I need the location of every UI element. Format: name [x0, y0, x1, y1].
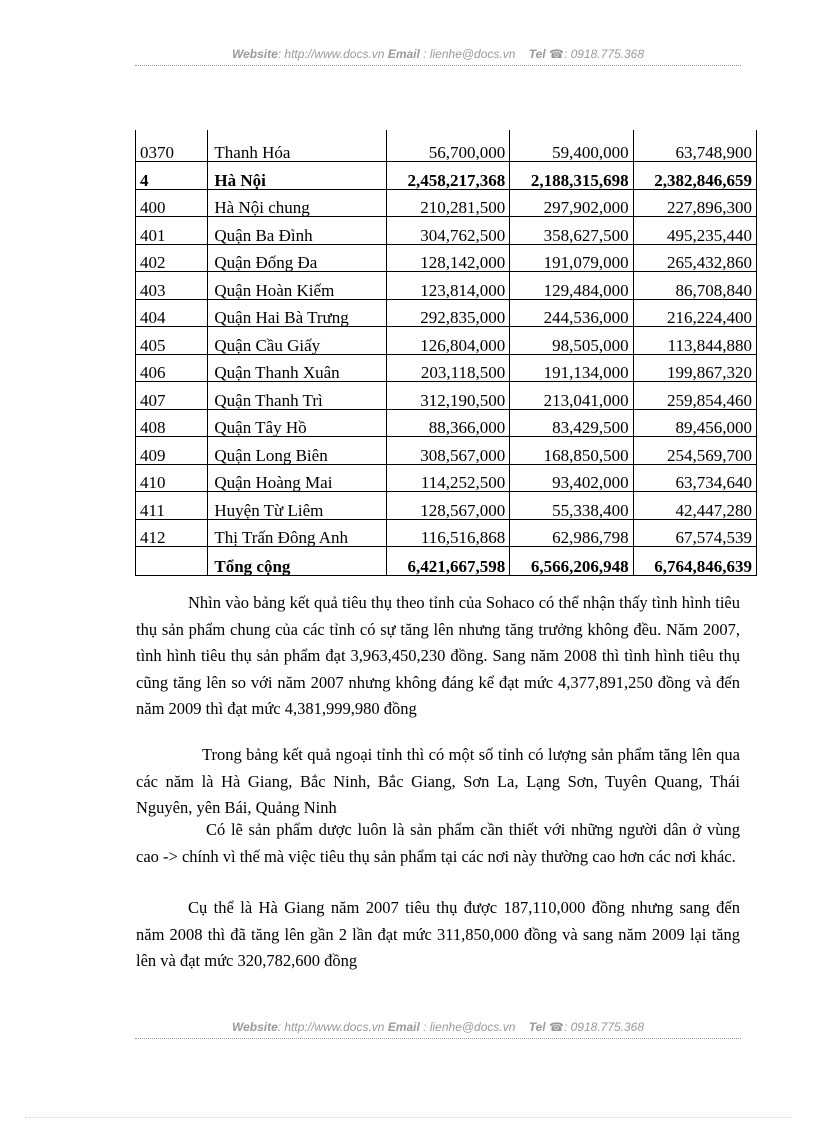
code-cell: 401: [136, 217, 208, 245]
table-row: [136, 492, 757, 520]
name-cell: Quận Tây Hồ: [208, 409, 386, 437]
page-end-divider: [25, 1117, 791, 1118]
value-2008-cell: 244,536,000: [510, 299, 633, 327]
name-cell: Quận Hoàng Mai: [208, 464, 386, 492]
value-2008-cell: 59,400,000: [510, 130, 633, 162]
table-row: [136, 354, 757, 382]
value-2009-cell: 42,447,280: [633, 492, 756, 520]
value-2009-cell: 259,854,460: [633, 382, 756, 410]
value-2008-cell: 83,429,500: [510, 409, 633, 437]
name-cell: Quận Long Biên: [208, 437, 386, 465]
code-cell: 407: [136, 382, 208, 410]
phone-icon: ☎: [549, 1020, 564, 1034]
name-cell: Quận Hoàn Kiếm: [208, 272, 386, 300]
value-2009-cell: 2,382,846,659: [633, 162, 756, 190]
value-2008-cell: 191,134,000: [510, 354, 633, 382]
value-2009-cell: 199,867,320: [633, 354, 756, 382]
paragraph-4: Cụ thể là Hà Giang năm 2007 tiêu thụ được 187,110,000 đồng nhưng sang đến năm 2008 thì đã tăng lên gần 2 lần đạt mức 311,850,000 đồng và sang năm 2009 lại tăng lên và đạt mức 320,782,600 đồng: [136, 898, 740, 970]
name-cell: Hà Nội: [208, 162, 386, 190]
value-2008-cell: 191,079,000: [510, 244, 633, 272]
value-2007-cell: 88,366,000: [386, 409, 509, 437]
value-2007-cell: 292,835,000: [386, 299, 509, 327]
value-2007-cell: 123,814,000: [386, 272, 509, 300]
value-2007-cell: 56,700,000: [386, 130, 509, 162]
value-2008-cell: 168,850,500: [510, 437, 633, 465]
table-row: [136, 299, 757, 327]
footer-website-label: Website: [231, 1020, 278, 1034]
name-cell: Hà Nội chung: [208, 189, 386, 217]
header-website-url[interactable]: : http://www.docs.vn: [277, 47, 385, 61]
footer-email-label: Email: [387, 1020, 420, 1034]
value-2008-cell: 358,627,500: [510, 217, 633, 245]
value-2007-cell: 308,567,000: [386, 437, 509, 465]
value-2009-cell: 216,224,400: [633, 299, 756, 327]
value-2009-cell: 113,844,880: [633, 327, 756, 355]
name-cell: Quận Ba Đình: [208, 217, 386, 245]
value-2008-cell: 129,484,000: [510, 272, 633, 300]
value-2008-cell: 213,041,000: [510, 382, 633, 410]
table-row: [136, 409, 757, 437]
footer-tel-value: : 0918.775.368: [563, 1020, 645, 1034]
table-row: [136, 244, 757, 272]
code-cell: 0370: [136, 130, 208, 162]
footer-divider: [135, 1038, 741, 1039]
value-2007-cell: 210,281,500: [386, 189, 509, 217]
total-2008-cell: 6,566,206,948: [510, 547, 633, 576]
code-cell: 409: [136, 437, 208, 465]
name-cell: Quận Hai Bà Trưng: [208, 299, 386, 327]
page-header: [135, 47, 741, 61]
value-2008-cell: 62,986,798: [510, 519, 633, 547]
value-2007-cell: 126,804,000: [386, 327, 509, 355]
name-cell: Quận Thanh Xuân: [208, 354, 386, 382]
code-cell: 412: [136, 519, 208, 547]
header-website-label: Website: [231, 47, 278, 61]
code-cell: 402: [136, 244, 208, 272]
total-row: [136, 547, 757, 576]
footer-email-value[interactable]: : lienhe@docs.vn: [423, 1020, 516, 1034]
code-cell: 406: [136, 354, 208, 382]
table-row: [136, 464, 757, 492]
code-cell: 404: [136, 299, 208, 327]
value-2007-cell: 128,142,000: [386, 244, 509, 272]
name-cell: Thanh Hóa: [208, 130, 386, 162]
name-cell: Quận Đống Đa: [208, 244, 386, 272]
value-2009-cell: 67,574,539: [633, 519, 756, 547]
value-2009-cell: 86,708,840: [633, 272, 756, 300]
value-2007-cell: 2,458,217,368: [386, 162, 509, 190]
value-2007-cell: 128,567,000: [386, 492, 509, 520]
value-2007-cell: 312,190,500: [386, 382, 509, 410]
table-row: [136, 437, 757, 465]
total-2007-cell: 6,421,667,598: [386, 547, 509, 576]
total-code-cell: [136, 547, 208, 576]
name-cell: Quận Thanh Trì: [208, 382, 386, 410]
table-row: [136, 162, 757, 190]
paragraph-3: Có lẽ sản phẩm dược luôn là sản phẩm cần thiết với những người dân ở vùng cao -> chính vì thế mà việc tiêu thụ sản phẩm tại các nơi này thường cao hơn các nơi khác.: [136, 820, 740, 866]
value-2009-cell: 89,456,000: [633, 409, 756, 437]
total-label-cell: Tổng cộng: [208, 547, 386, 576]
page-footer: [135, 1020, 741, 1034]
header-tel-value: : 0918.775.368: [563, 47, 645, 61]
value-2009-cell: 63,748,900: [633, 130, 756, 162]
name-cell: Thị Trấn Đông Anh: [208, 519, 386, 547]
name-cell: Huyện Từ Liêm: [208, 492, 386, 520]
name-cell: Quận Cầu Giấy: [208, 327, 386, 355]
code-cell: 400: [136, 189, 208, 217]
code-cell: 411: [136, 492, 208, 520]
total-2009-cell: 6,764,846,639: [633, 547, 756, 576]
value-2007-cell: 114,252,500: [386, 464, 509, 492]
table-row: [136, 519, 757, 547]
header-divider: [135, 65, 741, 66]
table-row: [136, 272, 757, 300]
value-2009-cell: 495,235,440: [633, 217, 756, 245]
code-cell: 403: [136, 272, 208, 300]
paragraph-1: Nhìn vào bảng kết quả tiêu thụ theo tỉnh của Sohaco có thể nhận thấy tình hình tiêu thụ sản phẩm chung của các tỉnh có sự tăng lên nhưng tăng trưởng không đều. Năm 2007, tình hình tiêu thụ sản phẩm đạt 3,963,450,230 đồng. Sang năm 2008 thì tình hình tiêu thụ cũng tăng lên so với năm 2007 nhưng không đáng kể đạt mức 4,377,891,250 đồng và đến năm 2009 thì đạt mức 4,381,999,980 đồng: [136, 593, 740, 718]
paragraph-2: Trong bảng kết quả ngoại tỉnh thì có một số tỉnh có lượng sản phẩm tăng lên qua các năm là Hà Giang, Bắc Ninh, Bắc Giang, Sơn La, Lạng Sơn, Tuyên Quang, Thái Nguyên, yên Bái, Quảng Ninh: [136, 745, 740, 817]
value-2007-cell: 304,762,500: [386, 217, 509, 245]
value-2007-cell: 203,118,500: [386, 354, 509, 382]
value-2009-cell: 254,569,700: [633, 437, 756, 465]
value-2008-cell: 2,188,315,698: [510, 162, 633, 190]
table-row: [136, 327, 757, 355]
value-2008-cell: 93,402,000: [510, 464, 633, 492]
value-2009-cell: 227,896,300: [633, 189, 756, 217]
header-email-label: Email: [387, 47, 420, 61]
value-2008-cell: 98,505,000: [510, 327, 633, 355]
footer-tel-label: Tel: [528, 1020, 546, 1034]
code-cell: 410: [136, 464, 208, 492]
value-2007-cell: 116,516,868: [386, 519, 509, 547]
value-2009-cell: 265,432,860: [633, 244, 756, 272]
value-2009-cell: 63,734,640: [633, 464, 756, 492]
table-row: [136, 189, 757, 217]
footer-website-url[interactable]: : http://www.docs.vn: [277, 1020, 385, 1034]
table-row: [136, 130, 757, 162]
table-row: [136, 217, 757, 245]
value-2008-cell: 297,902,000: [510, 189, 633, 217]
sales-table: [135, 130, 757, 576]
code-cell: 405: [136, 327, 208, 355]
code-cell: 408: [136, 409, 208, 437]
header-email-value[interactable]: : lienhe@docs.vn: [423, 47, 516, 61]
table-row: [136, 382, 757, 410]
code-cell: 4: [136, 162, 208, 190]
phone-icon: ☎: [549, 47, 564, 61]
header-tel-label: Tel: [528, 47, 546, 61]
value-2008-cell: 55,338,400: [510, 492, 633, 520]
